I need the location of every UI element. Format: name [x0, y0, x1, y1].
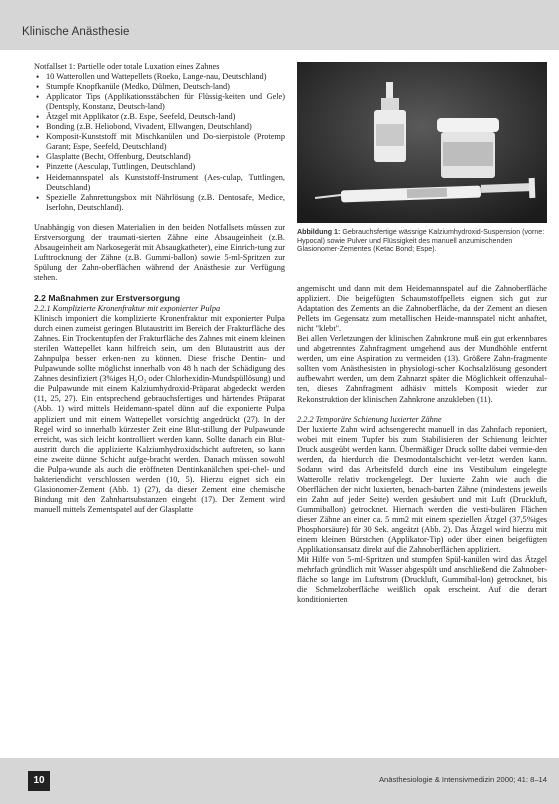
figure-photo: [297, 62, 547, 223]
caption-text: Gebrauchsfertige wässrige Kalziumhydroxid-Suspension (vorne: Hypocal) sowie Pulver und Flüssigkeit des manuell anzumischenden Glasionomer-Zementes (Ketac Bond; Espe).: [297, 228, 545, 254]
body-paragraph: Klinisch imponiert die komplizierte Kronenfraktur mit exponierter Pulpa durch einen zumeist geringen Blutaustritt im Bereich der Frakturfläche des Zahnes. Ein Trockentupfen der Frakturfläche des Zahnes mit einem kleinen sterilen Wattepellet kann hilfreich sein, um den Blutaustritt aus der Zahnpulpa besser erken-nen zu können. Diese frische Dentin- und Pulpawunde sollte möglichst innerhalb von 48 h nach der Schädigung des Zahnes desinfiziert (3%iges H₂O₂ oder Chlorhexidin-Mundspüllösung) und die Pulpawunde mit einem Kalziumhydroxid-Präparat abgedeckt werden (11, 25, 27). Ein entsprechend gebrauchsfertiges und härtendes Präparat (Abb. 1) wird mittels Heidemann-spatel dünn auf die exponierte Pulpa appliziert und mit einem Wattepellet vorsichtig angedrückt (27). In der Regel wird so innerhalb kürzester Zeit eine Blut-stillung der Pulpawunde erreicht, was sich leicht kontrolliert werden kann. Sollte danach ein Blut-austritt durch die applizierte Kalziumhydroxidschicht auftreten, so kann eine zweite dünne Schicht aufge-bracht werden. Danach müssen sowohl die Pulpa-wunde als auch die eröffneten Dentinkanälchen spei-chel- und bakteriendicht verschlossen werden (10, 5). Hierzu eignet sich ein Glasionomer-Zement (Abb. 1) (27), da dieser Zement eine chemische Bindung mit den Zahnhartsubstanzen eingeht (17). Der Zement wird manuell mittels Zementspatel auf der Glasplatte: [34, 314, 285, 514]
list-item: • Stumpfe Knopfkanüle (Medko, Dülmen, Deutsch-land): [46, 82, 285, 92]
page-footer: [0, 758, 559, 804]
list-item: • Spezielle Zahnrettungsbox mit Nährlösung (z.B. Dentosafe, Medice, Iserlohn, Deutschland).: [46, 193, 285, 213]
powder-jar: [437, 118, 499, 178]
list-item: • 10 Watterollen und Wattepellets (Roeko, Lange-nau, Deutschland): [46, 72, 285, 82]
list-item: • Komposit-Kunststoff mit Mischkanülen und Do-sierpistole (Protemp Garant; Espe, Seefeld, Deutschland): [46, 132, 285, 152]
list-item: • Heidemannspatel als Kunststoff-Instrument (Aes-culap, Tuttlingen, Deutschland): [46, 173, 285, 193]
section-heading: 2.2 Maßnahmen zur Erstversorgung: [34, 292, 181, 303]
list-item: • Applicator Tips (Applikationsstäbchen für Flüssig-keiten und Gele) (Dentsply, Konstanz, Deutsch-land): [46, 92, 285, 112]
figure-illustration: [297, 62, 547, 223]
left-column: [34, 62, 285, 515]
list-item: • Glasplatte (Becht, Offenburg, Deutschland): [46, 152, 285, 162]
journal-citation: Anästhesiologie & Intensivmedizin 2000; 41: 8–14: [378, 775, 547, 784]
list-item: • Ätzgel mit Applikator (z.B. Espe, Seefeld, Deutsch-land): [46, 112, 285, 122]
notfallset-intro: Notfallset 1: Partielle oder totale Luxation eines Zahnes: [34, 62, 220, 71]
right-column: [297, 284, 547, 605]
section-title: Klinische Anästhesie: [22, 26, 130, 38]
body-paragraph: Bei allen Verletzungen der klinischen Zahnkrone muß ein gut erkennbares und abgetrenntes Zahnfragment umgehend aus der Mundhöhle entfernt werden, um eine Aspiration zu vermeiden (13). Größere Zahn-fragmente sollten vom Anästhesisten in physiologi-scher Kochsalzlösung gesondert aufbewahrt werden, um dem Zahnarzt später die Möglichkeit offenzuhal-ten, dieses Zahnfragment adhäsiv mittels Komposit wieder zur Rekonstruktion der klinischen Zahnkrone anzukleben (11).: [297, 334, 547, 404]
body-paragraph: Unabhängig von diesen Materialien in den beiden Notfallsets müssen zur Erstversorgung der traumati-sierten Zähne eine Absaugeinheit (z.B. Absaugeinheit am Narkosegerät mit Absaugkatheter), eine Einrich-tung zur Lufttrocknung der Zähne (z.B. Gummi-ballon) sowie 5-ml-Spritzen zur Spülung der Zahn-oberflächen während der Anästhesie zur Verfügung stehen.: [34, 222, 285, 282]
running-header: [0, 0, 559, 50]
list-item: • Pinzette (Aesculap, Tuttlingen, Deutschland): [46, 162, 285, 172]
list-item: • Bonding (z.B. Heliobond, Vivadent, Ellwangen, Deutschland): [46, 122, 285, 132]
page-number: 10: [28, 771, 50, 791]
figure-caption: [297, 228, 547, 254]
body-paragraph: angemischt und dann mit dem Heidemannspatel auf die Zahnoberfläche appliziert. Die beigefügten Schaumstoffpellets eignen sich gut zur Adaptation des Zements an die Zahnoberfläche, da der Zement an diesen Pellets im Gegensatz zum metallischen Heide-mannspatel nicht anhaftet, nicht "klebt".: [297, 284, 547, 334]
caption-label: Abbildung 1:: [297, 228, 341, 236]
subsection-heading: 2.2.2 Temporäre Schienung luxierter Zähne: [297, 414, 442, 424]
body-paragraph: Mit Hilfe von 5-ml-Spritzen und stumpfen Spül-kanülen wird das Ätzgel mehrfach gründlich mit Wasser abgespült und anschließend die Zahnober-fläche so lange im Luftstrom (Druckluft, Gummibal-lon) getrocknet, bis die Schmelzoberfläche weißlich opak erscheint. Auf die derart konditionierten: [297, 555, 547, 605]
body-paragraph: Der luxierte Zahn wird achsengerecht manuell in das Zahnfach reponiert, wobei mit einem Tupfer bis zum Stabilisieren der Schienung leichter Druck ausgeübt werden kann. Übermäßiger Druck sollte dabei vermie-den werden, da hierdurch die Desmodontalschicht ver-letzt werden kann. Sodann wird das Arbeitsfeld durch eine ins Vestibulum eingelegte Watterolle relativ trockengelegt. Der luxierte Zahn wie auch die Oberflächen der nicht luxierten, benach-barten Zähne (mindestens jeweils ein Zahn auf jeder Seite) werden gesäubert und mit Luft (Druckluft, Gummiballon) getrocknet. Hiernach werden die vesti-bulären Flächen dieser Zähne an einer ca. 5 mm2 mit einem speziellen Ätzgel (37,5%iges Phosphorsäure) für 30 Sek. angeätzt (Abb. 2). Das Ätzgel wird hierzu mit einem kleinen Bürstchen (Applikator-Tip) oder über einen beigefügten Applikationsansatz direkt auf die Zahnoberflächen appliziert.: [297, 424, 547, 555]
subsection-heading: 2.2.1 Komplizierte Kronenfraktur mit exponierter Pulpa: [34, 303, 221, 313]
notfallset-list: [34, 72, 285, 213]
